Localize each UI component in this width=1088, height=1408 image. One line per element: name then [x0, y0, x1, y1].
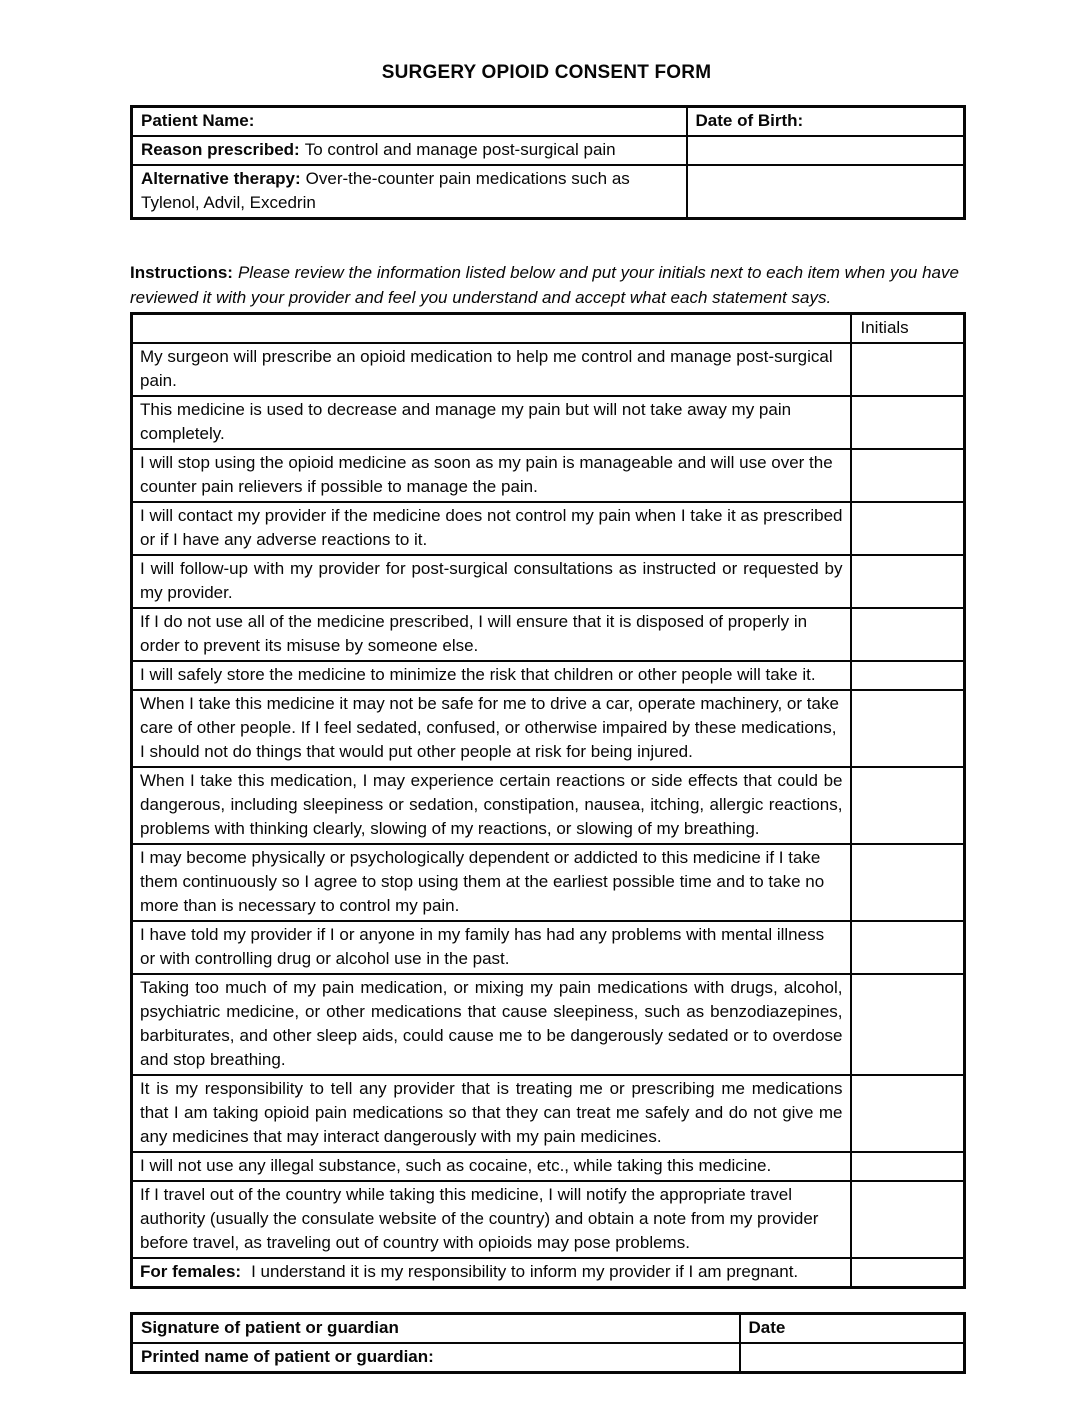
statement-body: It is my responsibility to tell any provider that is treating me or prescribing me medications that I am taking opioid pain medications so that they can treat me safely and do not give me any medicines that may interact dangerously with my pain medicines.	[140, 1079, 843, 1146]
dob-cell[interactable]	[687, 107, 965, 137]
page-title: SURGERY OPIOID CONSENT FORM	[381, 62, 712, 83]
statement-body: I will safely store the medicine to minimize the risk that children or other people will take it.	[140, 665, 816, 684]
statement-body: When I take this medication, I may experience certain reactions or side effects that could be dangerous, including sleepiness or sedation, constipation, nausea, itching, allergic reactions, problems with thinking clearly, slowing of my reactions, or slowing of my breathing.	[140, 771, 843, 838]
statement-text	[132, 690, 851, 767]
initials-cell[interactable]	[851, 555, 965, 608]
statement-body: I will stop using the opioid medicine as soon as my pain is manageable and will use over the counter pain relievers if possible to manage the pain.	[140, 453, 833, 496]
statement-body: This medicine is used to decrease and manage my pain but will not take away my pain completely.	[140, 400, 792, 443]
statement-text	[132, 921, 851, 974]
statement-row	[132, 608, 965, 661]
statement-body: My surgeon will prescribe an opioid medication to help me control and manage post-surgical pain.	[140, 347, 833, 390]
patient-name-label: Patient Name:	[141, 111, 255, 130]
initials-cell[interactable]	[851, 1258, 965, 1288]
initials-cell[interactable]	[851, 449, 965, 502]
alternative-row	[132, 165, 965, 219]
initials-cell[interactable]	[851, 1181, 965, 1258]
initials-cell[interactable]	[851, 1152, 965, 1181]
date-label: Date	[748, 1318, 786, 1337]
statement-row	[132, 1152, 965, 1181]
statement-row	[132, 921, 965, 974]
statement-text	[132, 1075, 851, 1152]
printed-name-cell[interactable]	[132, 1343, 740, 1373]
initials-cell[interactable]	[851, 343, 965, 396]
instructions-paragraph	[130, 260, 963, 310]
statement-row	[132, 555, 965, 608]
statement-text	[132, 449, 851, 502]
signature-table	[130, 1312, 966, 1374]
printed-name-date-blank-cell[interactable]	[740, 1343, 965, 1373]
statement-text	[132, 396, 851, 449]
instructions-text: Please review the information listed below and put your initials next to each item when you have reviewed it with your provider and feel you understand and accept what each statement says.	[130, 263, 959, 307]
reason-value: To control and manage post-surgical pain	[304, 140, 616, 159]
statement-row	[132, 343, 965, 396]
initials-cell[interactable]	[851, 661, 965, 690]
statement-body: I will contact my provider if the medicine does not control my pain when I take it as prescribed or if I have any adverse reactions to it.	[140, 506, 843, 549]
alternative-value: Over-the-counter pain medications such as Tylenol, Advil, Excedrin	[141, 169, 630, 212]
statement-row	[132, 974, 965, 1075]
statement-row	[132, 767, 965, 844]
statement-text	[132, 343, 851, 396]
patient-info-table	[130, 105, 966, 220]
patient-name-row	[132, 107, 965, 137]
statement-text	[132, 608, 851, 661]
initials-cell[interactable]	[851, 921, 965, 974]
initials-cell[interactable]	[851, 767, 965, 844]
instructions-label: Instructions:	[130, 263, 233, 282]
alternative-blank-cell[interactable]	[687, 165, 965, 219]
signature-cell[interactable]	[132, 1314, 740, 1344]
statement-row	[132, 396, 965, 449]
signature-label: Signature of patient or guardian	[141, 1318, 399, 1337]
statement-text	[132, 502, 851, 555]
statement-row	[132, 502, 965, 555]
statement-body: Taking too much of my pain medication, or mixing my pain medications with drugs, alcohol, psychiatric medicine, or other medications that cause sleepiness, such as benzodiazepines, barbiturates, and other sleep aids, could cause me to be dangerously sedated or to overdose and stop breathing.	[140, 978, 843, 1069]
statement-body: I may become physically or psychologically dependent or addicted to this medicine if I take them continuously so I agree to stop using them at the earliest possible time and to take no more than is necessary to control my pain.	[140, 848, 825, 915]
statement-body: I will not use any illegal substance, such as cocaine, etc., while taking this medicine.	[140, 1156, 772, 1175]
initials-cell[interactable]	[851, 690, 965, 767]
statement-text	[132, 974, 851, 1075]
initials-cell[interactable]	[851, 974, 965, 1075]
statement-body: I will follow-up with my provider for post-surgical consultations as instructed or requested by my provider.	[140, 559, 843, 602]
statement-body: I understand it is my responsibility to inform my provider if I am pregnant.	[251, 1262, 799, 1281]
statements-header-row	[132, 314, 965, 344]
alternative-cell	[132, 165, 687, 219]
printed-name-label: Printed name of patient or guardian:	[141, 1347, 434, 1366]
reason-row	[132, 136, 965, 165]
statements-header-blank-cell	[132, 314, 851, 344]
statement-text	[132, 767, 851, 844]
reason-blank-cell[interactable]	[687, 136, 965, 165]
patient-name-cell[interactable]	[132, 107, 687, 137]
initials-cell[interactable]	[851, 396, 965, 449]
date-cell[interactable]	[740, 1314, 965, 1344]
initials-cell[interactable]	[851, 502, 965, 555]
statement-row	[132, 844, 965, 921]
statement-text	[132, 1258, 851, 1288]
initials-cell[interactable]	[851, 1075, 965, 1152]
initials-header-cell: Initials	[851, 314, 965, 344]
form-content	[130, 62, 963, 1374]
statement-row	[132, 690, 965, 767]
initials-cell[interactable]	[851, 844, 965, 921]
reason-label: Reason prescribed:	[141, 140, 300, 159]
statement-row	[132, 1075, 965, 1152]
statement-text	[132, 661, 851, 690]
statement-text	[132, 1152, 851, 1181]
statements-table	[130, 312, 966, 1289]
dob-label: Date of Birth:	[695, 111, 804, 130]
statement-text	[132, 1181, 851, 1258]
printed-name-row	[132, 1343, 965, 1373]
initials-cell[interactable]	[851, 608, 965, 661]
reason-cell	[132, 136, 687, 165]
signature-row	[132, 1314, 965, 1344]
statement-prefix: For females:	[140, 1262, 242, 1281]
statement-body: When I take this medicine it may not be safe for me to drive a car, operate machinery, or take care of other people. If I feel sedated, confused, or otherwise impaired by these medications, I should not do things that would put other people at risk for being injured.	[140, 694, 839, 761]
statement-text	[132, 844, 851, 921]
statement-row	[132, 449, 965, 502]
alternative-label: Alternative therapy:	[141, 169, 301, 188]
statement-row	[132, 1181, 965, 1258]
statement-text	[132, 555, 851, 608]
statement-body: If I do not use all of the medicine prescribed, I will ensure that it is disposed of properly in order to prevent its misuse by someone else.	[140, 612, 808, 655]
statement-body: I have told my provider if I or anyone in my family has had any problems with mental illness or with controlling drug or alcohol use in the past.	[140, 925, 825, 968]
statement-row	[132, 661, 965, 690]
statement-body: If I travel out of the country while taking this medicine, I will notify the appropriate travel authority (usually the consulate website of the country) and obtain a note from my provider before travel, as traveling out of country with opioids may pose problems.	[140, 1185, 819, 1252]
statement-row-for-females	[132, 1258, 965, 1288]
